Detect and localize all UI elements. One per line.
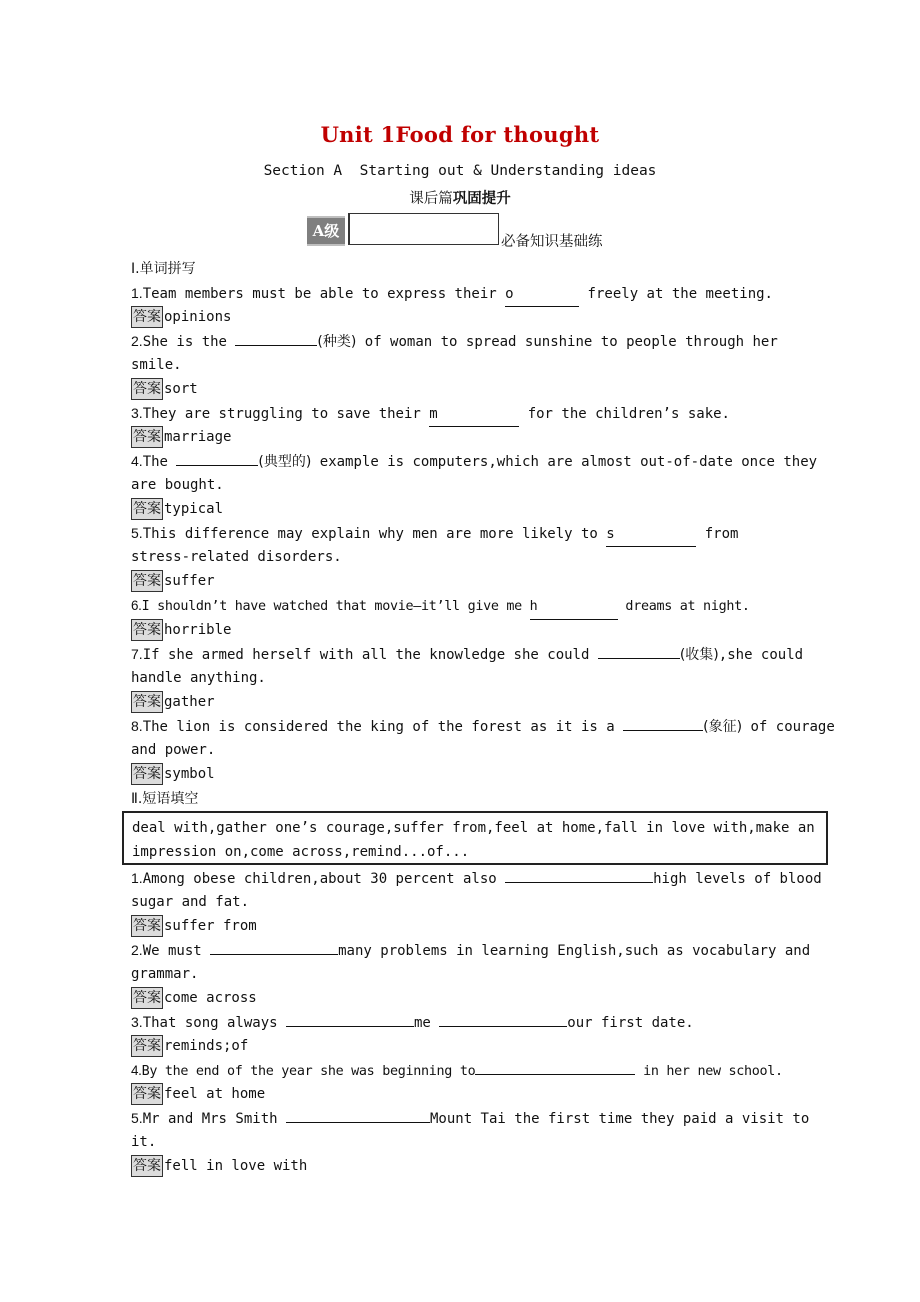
answer-tag: 答案 [131,915,163,937]
answer-blank[interactable] [439,1010,567,1027]
level-text: 必备知识基础练 [501,234,603,250]
question-1-2: 2.She is the (种类) of woman to spread sunshine to people through her [131,329,831,353]
answer-tag: 答案 [131,1155,163,1177]
answer-1-5: 答案 suffer [131,569,831,593]
answer-1-8: 答案 symbol [131,762,831,786]
level-box [348,213,499,245]
answer-tag: 答案 [131,763,163,785]
practice-subtitle-bold: 巩固提升 [452,191,511,207]
question-1-5-cont: stress-related disorders. [131,549,342,565]
answer-tag: 答案 [131,619,163,641]
answer-tag: 答案 [131,1083,163,1105]
answer-tag: 答案 [131,306,163,328]
answer-blank[interactable] [475,1058,635,1075]
question-2-3: 3.That song always me our first date. [131,1010,831,1034]
section1-heading: Ⅰ.单词拼写 [131,261,196,277]
answer-blank[interactable] [598,642,680,659]
practice-subtitle [0,187,920,208]
question-1-7: 7.If she armed herself with all the knowledge she could (收集),she could [131,642,831,666]
answer-2-5: 答案 fell in love with [131,1154,831,1178]
answer-blank[interactable] [210,938,338,955]
question-1-3: 3.They are struggling to save their m for the children’s sake. [131,401,831,425]
section2-heading: Ⅱ.短语填空 [131,791,199,807]
answer-tag: 答案 [131,378,163,400]
answer-1-4: 答案 typical [131,497,831,521]
answer-1-1: 答案 opinions [131,305,831,329]
answer-tag: 答案 [131,691,163,713]
answer-2-4: 答案 feel at home [131,1082,831,1106]
question-1-4-cont: are bought. [131,477,224,493]
answer-2-2: 答案 come across [131,986,831,1010]
answer-1-2: 答案 sort [131,377,831,401]
question-1-7-cont: handle anything. [131,670,266,686]
question-1-1: 1.Team members must be able to express their o freely at the meeting. [131,281,831,305]
question-1-6: 6.I shouldn’t have watched that movie—it’ll give me h dreams at night. [131,594,831,618]
answer-blank[interactable]: s [606,522,696,547]
level-badge: A级 [307,216,345,246]
answer-blank[interactable]: m [429,402,519,427]
question-2-2: 2.We must many problems in learning English,such as vocabulary and [131,938,831,962]
answer-blank[interactable] [505,866,653,883]
question-2-1-cont: sugar and fat. [131,894,250,910]
answer-1-7: 答案 gather [131,690,831,714]
question-1-4: 4.The (典型的) example is computers,which are almost out-of-date once they [131,449,831,473]
page-title: Unit 1Food for thought [320,122,600,147]
question-2-2-cont: grammar. [131,966,199,982]
question-2-4: 4.By the end of the year she was beginning to in her new school. [131,1058,831,1082]
answer-2-3: 答案 reminds;of [131,1034,831,1058]
question-1-8-cont: and power. [131,742,216,758]
answer-tag: 答案 [131,987,163,1009]
phrase-bank-line-1: deal with,gather one’s courage,suffer from,feel at home,fall in love with,make an [132,820,815,836]
answer-blank[interactable] [176,449,258,466]
question-1-5: 5.This difference may explain why men are more likely to s from [131,521,831,545]
answer-blank[interactable] [286,1010,414,1027]
answer-blank[interactable] [235,329,317,346]
answer-blank[interactable] [623,714,703,731]
question-2-1: 1.Among obese children,about 30 percent also high levels of blood [131,866,831,890]
practice-subtitle-plain: 课后篇 [409,191,453,207]
question-2-5-cont: it. [131,1134,157,1150]
answer-2-1: 答案 suffer from [131,914,831,938]
answer-tag: 答案 [131,426,163,448]
phrase-bank-box [122,811,828,865]
answer-blank[interactable] [286,1106,430,1123]
answer-blank[interactable]: o [505,282,579,307]
level-header [307,213,647,250]
question-2-5: 5.Mr and Mrs Smith Mount Tai the first time they paid a visit to [131,1106,831,1130]
answer-blank[interactable]: h [530,595,618,620]
answer-tag: 答案 [131,1035,163,1057]
section-subtitle: Section A Starting out & Understanding ideas [263,163,657,179]
answer-1-6: 答案 horrible [131,618,831,642]
phrase-bank-line-2: impression on,come across,remind...of... [132,844,470,860]
answer-1-3: 答案 marriage [131,425,831,449]
question-1-2-cont: smile. [131,357,182,373]
answer-tag: 答案 [131,498,163,520]
answer-tag: 答案 [131,570,163,592]
question-1-8: 8.The lion is considered the king of the forest as it is a (象征) of courage [131,714,831,738]
